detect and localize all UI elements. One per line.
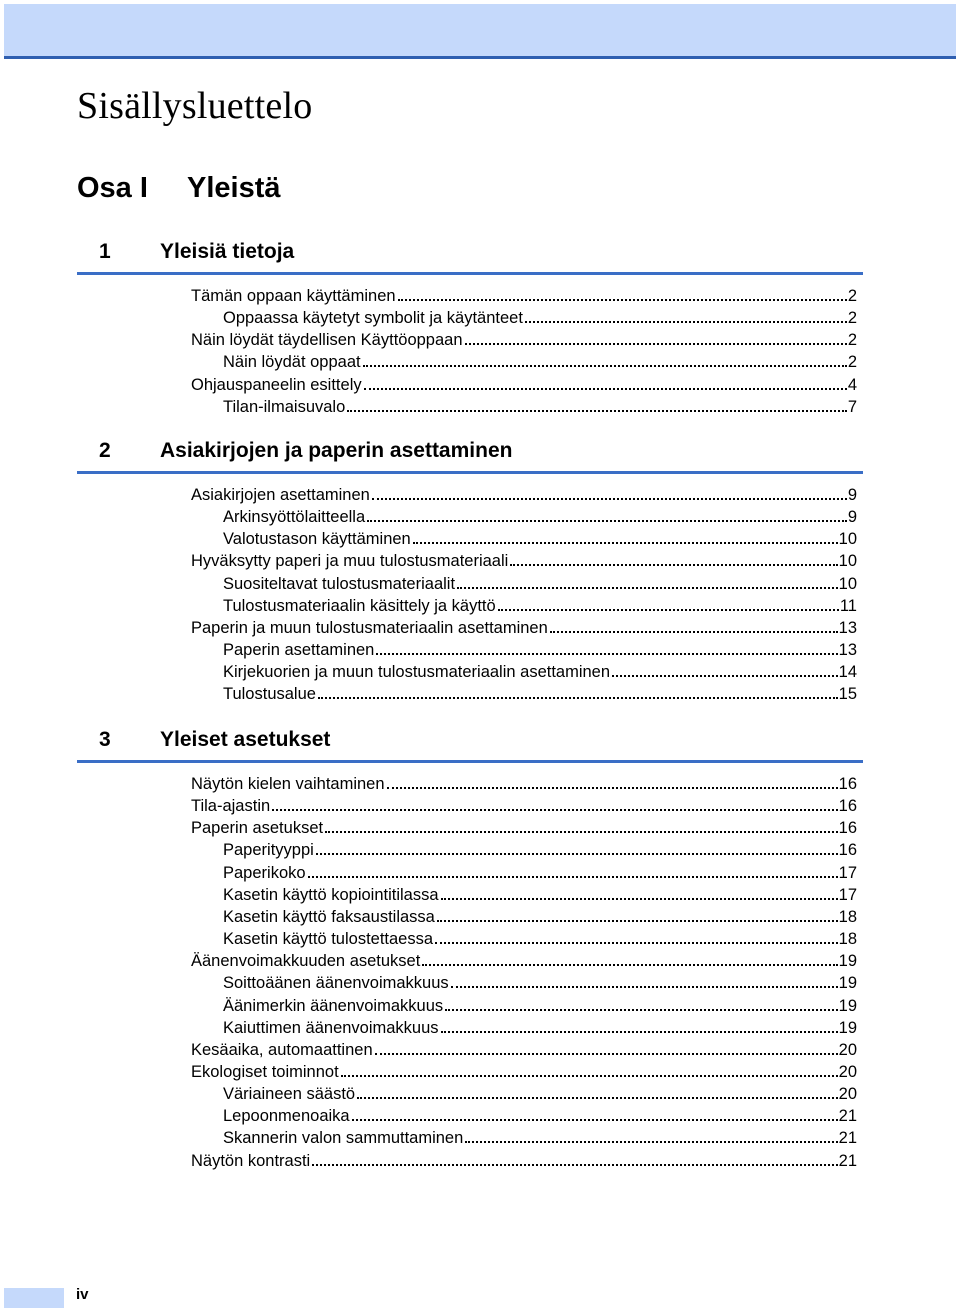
toc-entry[interactable] [223,929,857,949]
toc-entry-page: 11 [839,597,857,615]
part-label: Osa I [77,172,148,204]
chapter-number: 2 [99,439,111,462]
toc-entry-page: 10 [838,530,857,548]
dot-leader [387,774,838,789]
toc-entry[interactable] [223,1018,857,1038]
toc-entry-label: Kesäaika, automaattinen [191,1041,373,1059]
toc-entry-label: Näin löydät oppaat [223,353,361,371]
dot-leader [308,863,838,878]
toc-entry-label: Paperityyppi [223,841,314,859]
dot-leader [550,618,838,633]
dot-leader [363,352,847,367]
toc-entry-page: 17 [838,864,857,882]
chapter-number: 1 [99,240,111,263]
toc-entry-label: Lepoonmenoaika [223,1107,350,1125]
toc-entry-label: Näin löydät täydellisen Käyttöoppaan [191,331,463,349]
toc-entry-page: 21 [838,1107,857,1125]
toc-entry-page: 2 [847,309,857,327]
toc-entry-page: 14 [838,663,857,681]
toc-entry-label: Suositeltavat tulostusmateriaalit [223,575,456,593]
dot-leader [367,507,847,522]
toc-entry[interactable] [223,507,857,527]
toc-entry-page: 19 [838,974,857,992]
dot-leader [398,286,847,301]
toc-entry[interactable] [223,840,857,860]
dot-leader [441,885,838,900]
dot-leader [435,929,838,944]
chapter-heading [77,435,863,474]
dot-leader [376,640,837,655]
part-heading [77,172,281,205]
toc-entry-page: 15 [838,685,857,703]
chapter-title[interactable]: Yleisiä tietoja [160,240,295,263]
toc-entry-label: Kirjekuorien ja muun tulostusmateriaalin asettaminen [223,663,611,681]
toc-entry[interactable] [191,1062,857,1082]
toc-entry-label: Skannerin valon sammuttaminen [223,1129,464,1147]
toc-entry-page: 19 [838,997,857,1015]
toc-entry-page: 16 [838,819,857,837]
dot-leader [352,1106,838,1121]
dot-leader [498,596,839,611]
toc-entry-page: 10 [838,552,857,570]
toc-entry-label: Tulostusmateriaalin käsittely ja käyttö [223,597,496,615]
toc-entry-page: 13 [838,619,857,637]
toc-entry-label: Äänenvoimakkuuden asetukset [191,952,421,970]
toc-entry[interactable] [223,596,857,616]
toc-entry-label: Valotustason käyttäminen [223,530,411,548]
toc-entry-label: Paperin asettaminen [223,641,375,659]
toc-entry[interactable] [223,352,857,372]
toc-entry-label: Väriaineen säästö [223,1085,356,1103]
toc-entry[interactable] [191,796,857,816]
toc-entry-label: Asiakirjojen asettaminen [191,486,370,504]
dot-leader [375,1040,838,1055]
chapter-heading [77,236,863,275]
dot-leader [422,951,837,966]
toc-entry[interactable] [223,1106,857,1126]
toc-entry-page: 20 [838,1041,857,1059]
toc-entry-label: Paperin ja muun tulostusmateriaalin asettaminen [191,619,548,637]
toc-entry-page: 2 [847,287,857,305]
toc-entry-label: Soittoäänen äänenvoimakkuus [223,974,449,992]
toc-entry-label: Kasetin käyttö faksaustilassa [223,908,435,926]
dot-leader [347,397,847,412]
page-number: iv [76,1286,89,1303]
page-title: Sisällysluettelo [77,85,313,127]
toc-entry[interactable] [191,951,857,971]
toc-entry-label: Oppaassa käytetyt symbolit ja käytänteet [223,309,523,327]
chapter-title[interactable]: Asiakirjojen ja paperin asettaminen [160,439,513,462]
toc-entry[interactable] [223,885,857,905]
toc-entry-label: Näytön kontrasti [191,1152,311,1170]
toc-entry-page: 21 [838,1129,857,1147]
dot-leader [312,1151,837,1166]
toc-entry-page: 16 [838,797,857,815]
header-band [4,4,956,59]
toc-entry-page: 10 [838,575,857,593]
toc-entry-page: 18 [838,908,857,926]
toc-entry-page: 19 [838,952,857,970]
toc-entry-page: 18 [838,930,857,948]
toc-entry[interactable] [191,551,857,571]
dot-leader [441,1018,838,1033]
dot-leader [372,485,847,500]
toc-entry[interactable] [223,973,857,993]
toc-entry[interactable] [223,1128,857,1148]
toc-entry-page: 2 [847,331,857,349]
toc-entry[interactable] [191,485,857,505]
toc-entry[interactable] [191,818,857,838]
dot-leader [510,551,837,566]
toc-entry-page: 20 [838,1063,857,1081]
dot-leader [525,308,847,323]
toc-entry-label: Hyväksytty paperi ja muu tulostusmateriaali [191,552,509,570]
toc-entry-page: 13 [838,641,857,659]
dot-leader [413,529,838,544]
toc-entry-label: Äänimerkin äänenvoimakkuus [223,997,444,1015]
toc-entry-page: 2 [847,353,857,371]
toc-entry-page: 9 [847,508,857,526]
toc-entry-label: Kaiuttimen äänenvoimakkuus [223,1019,439,1037]
toc-entry[interactable] [223,907,857,927]
toc-entry-page: 9 [847,486,857,504]
toc-entry-page: 7 [847,398,857,416]
dot-leader [341,1062,838,1077]
toc-entry-label: Ekologiset toiminnot [191,1063,339,1081]
dot-leader [318,684,838,699]
toc-entry-label: Kasetin käyttö kopiointitilassa [223,886,439,904]
toc-entry-page: 4 [847,376,857,394]
toc-entry[interactable] [223,996,857,1016]
chapter-number: 3 [99,728,111,751]
dot-leader [316,840,838,855]
toc-entry-label: Arkinsyöttölaitteella [223,508,366,526]
toc-entry-label: Paperikoko [223,864,306,882]
toc-entry-page: 16 [838,775,857,793]
toc-entry-page: 21 [838,1152,857,1170]
toc-entry[interactable] [191,286,857,306]
toc-entry[interactable] [191,1040,857,1060]
toc-entry[interactable] [223,308,857,328]
dot-leader [612,662,838,677]
dot-leader [272,796,837,811]
toc-entry[interactable] [223,574,857,594]
dot-leader [437,907,838,922]
part-title: Yleistä [187,172,281,204]
toc-entry-label: Tilan-ilmaisuvalo [223,398,346,416]
dot-leader [465,1128,837,1143]
dot-leader [457,574,838,589]
toc-entry[interactable] [223,684,857,704]
dot-leader [325,818,838,833]
toc-entry-label: Tulostusalue [223,685,316,703]
toc-entry-label: Kasetin käyttö tulostettaessa [223,930,434,948]
toc-entry-page: 20 [838,1085,857,1103]
dot-leader [465,330,847,345]
toc-entry-page: 17 [838,886,857,904]
dot-leader [451,973,838,988]
chapter-heading [77,724,863,763]
toc-entry[interactable] [223,1084,857,1104]
toc-entry-page: 19 [838,1019,857,1037]
toc-entry-label: Näytön kielen vaihtaminen [191,775,385,793]
toc-entry-label: Ohjauspaneelin esittely [191,376,362,394]
toc-entry[interactable] [191,375,857,395]
toc-entry[interactable] [191,618,857,638]
toc-entry[interactable] [223,529,857,549]
toc-entry-label: Tila-ajastin [191,797,271,815]
toc-entry-label: Tämän oppaan käyttäminen [191,287,396,305]
toc-entry[interactable] [191,774,857,794]
toc-entry[interactable] [223,640,857,660]
dot-leader [445,996,838,1011]
toc-entry[interactable] [223,397,857,417]
footer-tab [4,1288,64,1308]
chapter-title[interactable]: Yleiset asetukset [160,728,331,751]
toc-entry[interactable] [223,863,857,883]
dot-leader [364,375,847,390]
dot-leader [357,1084,838,1099]
toc-entry[interactable] [223,662,857,682]
toc-entry[interactable] [191,330,857,350]
toc-entry-page: 16 [838,841,857,859]
toc-entry[interactable] [191,1151,857,1171]
toc-entry-label: Paperin asetukset [191,819,324,837]
